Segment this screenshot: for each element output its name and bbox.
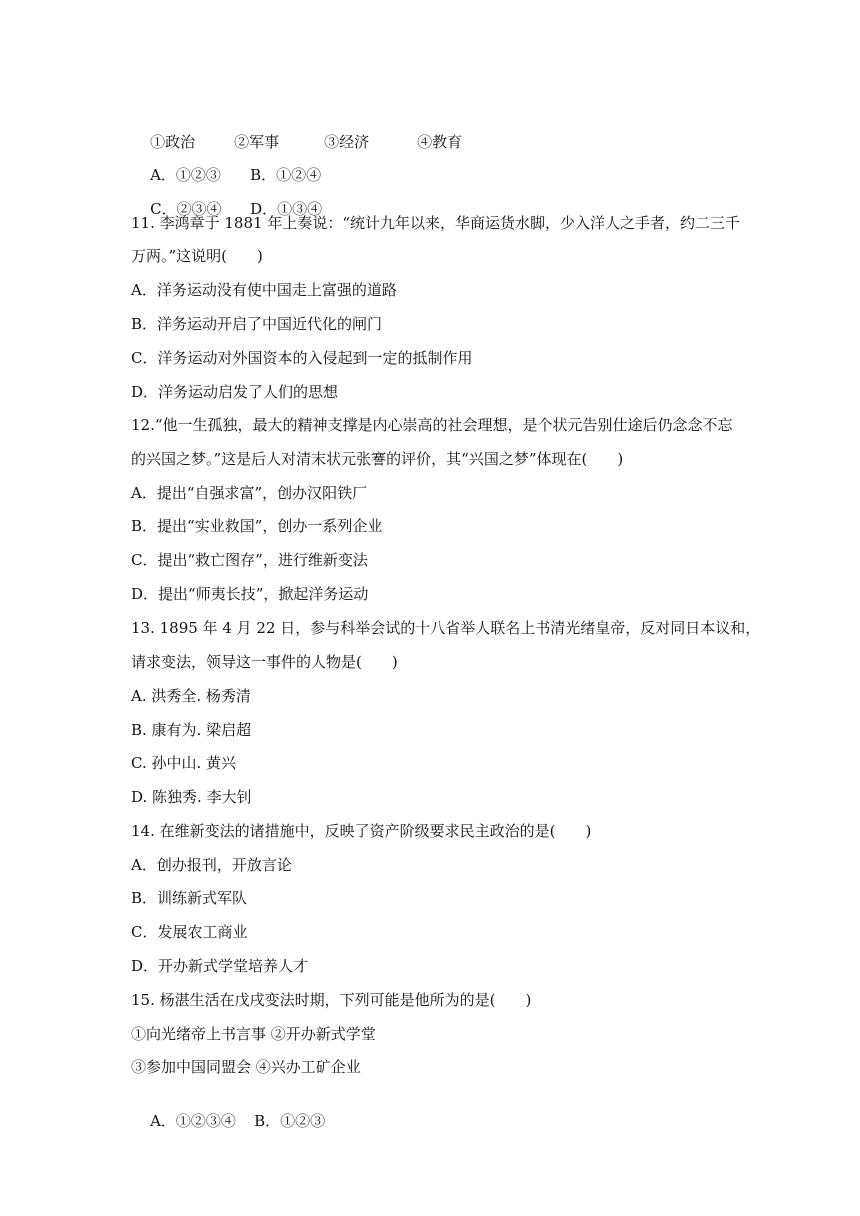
q12-stem-line-1: 12.“他一生孤独，最大的精神支撑是内心崇高的社会理想，是个状元告别仕途后仍念念不忘 xyxy=(131,416,733,434)
q12-option-c: C．提出“救亡图存”，进行维新变法 xyxy=(131,551,368,569)
q13-option-b: B. 康有为. 梁启超 xyxy=(131,721,252,739)
q14-stem: 14. 在维新变法的诸措施中，反映了资产阶级要求民主政治的是( ) xyxy=(131,822,592,840)
q13-stem-line-1: 13. 1895 年 4 月 22 日，参与科举会试的十八省举人联名上书清光绪皇帝，反对同日本议和， xyxy=(131,619,761,637)
q14-option-b: B．训练新式军队 xyxy=(131,889,248,907)
q14-option-a: A．创办报刊，开放言论 xyxy=(131,856,292,874)
q11-stem-line-2: 万两。”这说明( ) xyxy=(131,247,263,265)
q13-stem-line-2: 请求变法，领导这一事件的人物是( ) xyxy=(131,653,398,671)
q15-stem: 15. 杨湛生活在戊戌变法时期，下列可能是他所为的是( ) xyxy=(131,991,532,1009)
q15-items-line-1: ①向光绪帝上书言事 ②开办新式学堂 xyxy=(131,1025,376,1043)
q15-option-a: A．①②③④ xyxy=(150,1112,236,1130)
q10-option-c: C．②③④ xyxy=(150,200,222,218)
q13-option-d: D. 陈独秀. 李大钊 xyxy=(131,788,252,806)
q12-option-b: B．提出“实业救国”，创办一系列企业 xyxy=(131,517,383,535)
q14-option-c: C．发展农工商业 xyxy=(131,923,248,941)
q10-item: ②军事 xyxy=(234,133,280,151)
q12-option-d: D．提出“师夷长技”，掀起洋务运动 xyxy=(131,585,369,603)
q15-items-line-2: ③参加中国同盟会 ④兴办工矿企业 xyxy=(131,1058,361,1076)
q12-option-a: A．提出“自强求富”，创办汉阳铁厂 xyxy=(131,484,368,502)
q11-option-c: C．洋务运动对外国资本的入侵起到一定的抵制作用 xyxy=(131,349,473,367)
q10-option-b: B．①②④ xyxy=(250,166,322,184)
q11-option-a: A．洋务运动没有使中国走上富强的道路 xyxy=(131,281,397,299)
q11-option-b: B．洋务运动开启了中国近代化的闸门 xyxy=(131,315,383,333)
q14-option-d: D．开办新式学堂培养人才 xyxy=(131,957,309,975)
q10-item: ①政治 xyxy=(150,133,196,151)
q11-option-d: D．洋务运动启发了人们的思想 xyxy=(131,383,339,401)
q11-stem-line-1: 11. 李鸿章于 1881 年上奏说：“统计九年以来，华商运货水脚，少入洋人之手者，约二三千 xyxy=(131,214,741,232)
q10-item: ③经济 xyxy=(324,133,370,151)
q13-option-a: A. 洪秀全. 杨秀清 xyxy=(131,687,251,705)
q12-stem-line-2: 的兴国之梦。”这是后人对清末状元张謇的评价，其“兴国之梦”体现在( ) xyxy=(131,450,624,468)
q15-options-row xyxy=(131,1091,325,1151)
q15-option-b: B．①②③ xyxy=(254,1112,326,1130)
q13-option-c: C. 孙中山. 黄兴 xyxy=(131,754,237,772)
q10-option-a: A．①②③ xyxy=(150,166,221,184)
q10-item: ④教育 xyxy=(417,133,463,151)
q10-option-d: D．①③④ xyxy=(250,200,323,218)
